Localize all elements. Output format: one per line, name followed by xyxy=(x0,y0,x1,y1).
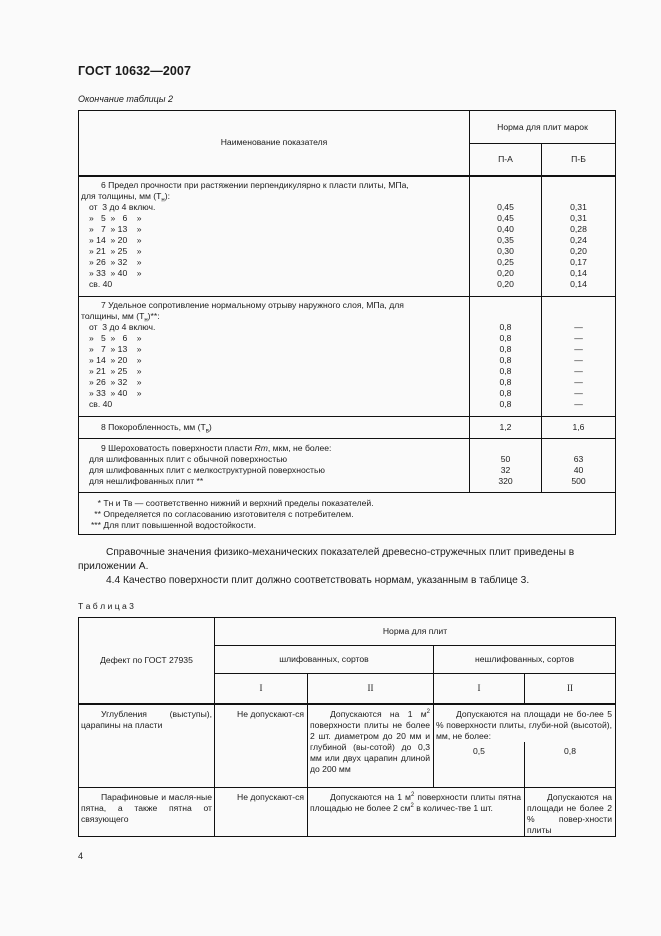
row6-pb-value: 0,28 xyxy=(570,223,587,234)
row6-pb-value: 0,24 xyxy=(570,234,587,245)
row7-pa-value: 0,8 xyxy=(499,366,512,376)
row7-item-label: » 7 » 13 » xyxy=(89,344,142,354)
table-3 xyxy=(78,617,616,837)
row7-pb-value: — xyxy=(574,355,583,365)
row6-pa-value: 0,20 xyxy=(497,278,514,289)
table-row-9 xyxy=(79,439,616,493)
row6-title-line2: для толщины, мм $(Т_н)$: xyxy=(81,190,170,204)
scratches-unsanded-text: Допускаются на площади не бо-лее 5 % поверхности плиты, глуби-ной (высотой), мм, не более: xyxy=(434,704,616,742)
stains-sanded-1: Не допускают-ся xyxy=(215,788,308,837)
row7-pb-value: — xyxy=(574,388,583,398)
row7-pb-value: — xyxy=(574,322,583,332)
paragraph-4-4: 4.4 Качество поверхности плит должно соответствовать нормам, указанным в таблице 3. xyxy=(106,575,530,586)
table-2 xyxy=(78,110,616,535)
row6-title-line1: 6 Предел прочности при растяжении перпендикулярно к пласти плиты, МПа, xyxy=(101,179,409,190)
row9-pb-value: 63 xyxy=(573,454,584,464)
row7-item-label: » 26 » 32 » xyxy=(89,377,142,387)
row7-item-label: » 14 » 20 » xyxy=(89,355,142,365)
row7-pb-value: — xyxy=(574,377,583,387)
table-row-7 xyxy=(79,297,616,417)
table-row-6 xyxy=(79,176,616,297)
row6-item-label: » 33 » 40 » xyxy=(89,267,142,278)
row6-pa-value: 0,30 xyxy=(497,245,514,256)
row8-pa-value: 1,2 xyxy=(470,417,542,439)
header-defect: Дефект по ГОСТ 27935 xyxy=(79,618,215,704)
row7-pb-value: — xyxy=(574,333,583,343)
scratches-unsanded-2: 0,8 xyxy=(525,742,616,788)
row7-pb-value: — xyxy=(574,399,583,409)
row9-pa-value: 320 xyxy=(498,476,513,486)
row7-pa-value: 0,8 xyxy=(499,399,512,409)
scratches-sanded-1: Не допускают-ся xyxy=(215,704,308,788)
table3-row-stains xyxy=(79,788,616,837)
row6-item-label: » 7 » 13 » xyxy=(89,223,142,234)
row6-pa-value: 0,20 xyxy=(497,267,514,278)
row9-pa-value: 32 xyxy=(500,465,511,475)
row8-title: 8 Покоробленность, мм $(Т_в)$ xyxy=(101,422,212,435)
row7-item-label: » 33 » 40 » xyxy=(89,388,142,398)
scratches-unsanded-1: 0,5 xyxy=(434,742,525,788)
header-indicator-name: Наименование показателя xyxy=(79,111,470,176)
table2-caption: Окончание таблицы 2 xyxy=(78,94,173,104)
row6-pb-value: 0,17 xyxy=(570,256,587,267)
row7-pa-value: 0,8 xyxy=(499,333,512,343)
header-norm: Норма для плит марок xyxy=(470,111,616,144)
table3-caption: Т а б л и ц а 3 xyxy=(78,601,134,611)
row6-pb-value: 0,20 xyxy=(570,245,587,256)
row7-item-label: св. 40 xyxy=(89,399,113,409)
row6-pb-value: 0,31 xyxy=(570,212,587,223)
row7-item-label: » 5 » 6 » xyxy=(89,333,142,343)
row6-pa-value: 0,35 xyxy=(497,234,514,245)
row6-pa-value: 0,45 xyxy=(497,201,514,212)
row7-pa-value: 0,8 xyxy=(499,388,512,398)
table-row-8 xyxy=(79,417,616,439)
row9-pb-value: 40 xyxy=(573,465,584,475)
row7-pb-value: — xyxy=(574,366,583,376)
row6-pa-value: 0,25 xyxy=(497,256,514,267)
row6-item-label: св. 40 xyxy=(89,278,113,289)
row9-pa-value: 50 xyxy=(500,454,511,464)
row7-pa-value: 0,8 xyxy=(499,377,512,387)
row7-pa-value: 0,8 xyxy=(499,355,512,365)
row9-title: 9 Шероховатость поверхности пласти Rm, мкм, не более: xyxy=(101,443,332,453)
row8-pb-value: 1,6 xyxy=(542,417,616,439)
row7-pa-value: 0,8 xyxy=(499,344,512,354)
table2-footnotes xyxy=(79,493,616,535)
header-sanded-grade-1: I xyxy=(215,674,308,704)
document-title: ГОСТ 10632—2007 xyxy=(78,64,192,78)
row6-item-label: » 26 » 32 » xyxy=(89,256,142,267)
stains-unsanded-2: Допускаются на площади не более 2 % повер-хности плиты xyxy=(525,788,616,837)
header-unsanded: нешлифованных, сортов xyxy=(434,646,616,674)
row9-item-label: для шлифованных плит с обычной поверхностью xyxy=(89,454,288,464)
header-sanded-grade-2: II xyxy=(308,674,434,704)
footnote-1: * Тн и Тв — соответственно нижний и верхний пределы показателей. xyxy=(97,498,374,508)
row9-item-label: для нешлифованных плит ** xyxy=(89,476,204,486)
header-unsanded-grade-1: I xyxy=(434,674,525,704)
header-unsanded-grade-2: II xyxy=(525,674,616,704)
defect-scratches: Углубления (выступы), царапины на пласти xyxy=(79,704,215,788)
footnote-3: *** Для плит повышенной водостойкости. xyxy=(90,520,256,530)
row9-pb-value: 500 xyxy=(571,476,586,486)
row6-item-label: » 5 » 6 » xyxy=(89,212,142,223)
scratches-sanded-2: Допускаются на 1 $м^2$ поверхности плиты не более 2 шт. диаметром до 20 мм и глубиной (вы-сотой) до 0,3 мм или двух царапин длиной до 200 мм xyxy=(308,704,434,788)
header-pb: П-Б xyxy=(542,144,616,176)
row7-item-label: от 3 до 4 включ. xyxy=(89,322,156,332)
row6-item-label: » 21 » 25 » xyxy=(89,245,142,256)
header-sanded: шлифованных, сортов xyxy=(215,646,434,674)
footnote-2: ** Определяется по согласованию изготовителя с потребителем. xyxy=(94,509,354,519)
row6-pb-value: 0,14 xyxy=(570,267,587,278)
row7-pb-value: — xyxy=(574,344,583,354)
row7-item-label: » 21 » 25 » xyxy=(89,366,142,376)
row6-pa-value: 0,40 xyxy=(497,223,514,234)
row6-pb-value: 0,14 xyxy=(570,278,587,289)
defect-stains: Парафиновые и масля-ные пятна, а также пятна от связующего xyxy=(79,788,215,837)
row7-title-line1: 7 Удельное сопротивление нормальному отрыву наружного слоя, МПа, для xyxy=(101,300,404,310)
row7-title-line2: толщины, мм $(Т_н)**$: xyxy=(81,311,160,324)
table3-row-scratches xyxy=(79,704,616,742)
page-number: 4 xyxy=(78,851,84,861)
row6-item-label: от 3 до 4 включ. xyxy=(89,201,156,212)
header-pa: П-А xyxy=(470,144,542,176)
stains-merged: Допускаются на 1 $м^2$ поверхности плиты пятна площадью не более 2 $см^2$ в количес-тве 1 шт. xyxy=(308,788,525,837)
row9-item-label: для шлифованных плит с мелкоструктурной поверхностью xyxy=(89,465,325,475)
header-norm: Норма для плит xyxy=(215,618,616,646)
row6-item-label: » 14 » 20 » xyxy=(89,234,142,245)
row6-pb-value: 0,31 xyxy=(570,201,587,212)
row6-pa-value: 0,45 xyxy=(497,212,514,223)
row7-pa-value: 0,8 xyxy=(499,322,512,332)
paragraph-reference-values: Справочные значения физико-механических показателей древесно-стружечных плит приведены в приложении А. xyxy=(78,547,575,572)
